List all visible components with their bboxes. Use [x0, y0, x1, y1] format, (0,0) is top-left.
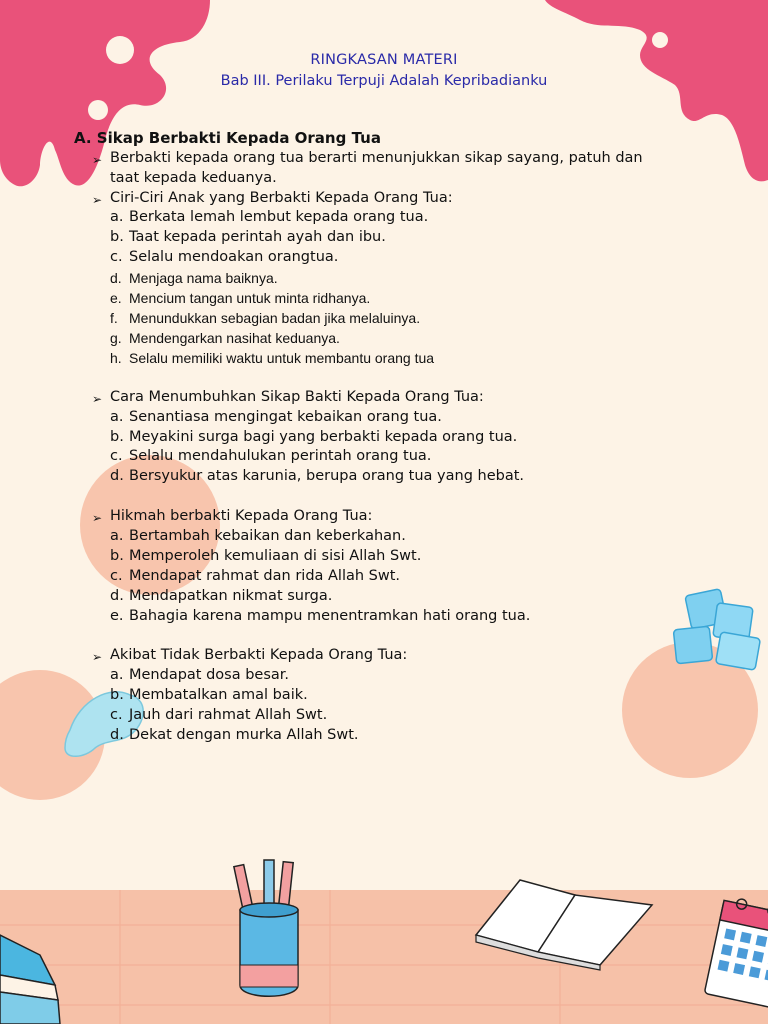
hikmah-heading: Hikmah berbakti Kepada Orang Tua: — [110, 508, 373, 524]
list-item: e. Bahagia karena mampu menentramkan hati orang tua. — [110, 608, 531, 624]
cara-heading: Cara Menumbuhkan Sikap Bakti Kepada Orang Tua: — [110, 389, 484, 405]
list-item: b. Membatalkan amal baik. — [110, 687, 308, 703]
list-item: a. Berkata lemah lembut kepada orang tua. — [110, 209, 429, 225]
ice-cubes-icon — [673, 589, 760, 671]
list-item: a. Senantiasa mengingat kebaikan orang tua. — [110, 409, 442, 425]
intro-line-1: Berbakti kepada orang tua berarti menunjukkan sikap sayang, patuh dan — [110, 150, 643, 166]
ciri-heading: Ciri-Ciri Anak yang Berbakti Kepada Orang Tua: — [110, 190, 453, 206]
list-item: b. Meyakini surga bagi yang berbakti kepada orang tua. — [110, 429, 518, 445]
list-item: b. Memperoleh kemuliaan di sisi Allah Swt. — [110, 548, 422, 564]
list-item: b. Taat kepada perintah ayah dan ibu. — [110, 229, 386, 245]
akibat-heading: Akibat Tidak Berbakti Kepada Orang Tua: — [110, 647, 408, 663]
list-item: a. Bertambah kebaikan dan keberkahan. — [110, 528, 406, 544]
bullet-arrow-icon: ➢ — [92, 511, 103, 525]
list-item: f. Menundukkan sebagian badan jika melaluinya. — [110, 310, 421, 326]
list-item: h. Selalu memiliki waktu untuk membantu orang tua — [110, 350, 435, 366]
list-item: d. Dekat dengan murka Allah Swt. — [110, 727, 359, 743]
page-title: RINGKASAN MATERI — [310, 52, 458, 68]
list-item: d. Menjaga nama baiknya. — [110, 270, 278, 286]
intro-line-2: taat kepada keduanya. — [110, 170, 277, 186]
list-item: c. Selalu mendahulukan perintah orang tua. — [110, 448, 432, 464]
bullet-arrow-icon: ➢ — [92, 650, 103, 664]
list-item: g. Mendengarkan nasihat keduanya. — [110, 330, 340, 346]
pencil-cup-icon — [234, 860, 298, 996]
list-item: c. Jauh dari rahmat Allah Swt. — [110, 707, 328, 723]
list-item: e. Mencium tangan untuk minta ridhanya. — [110, 290, 371, 306]
floor — [0, 890, 768, 1024]
page-subtitle: Bab III. Perilaku Terpuji Adalah Kepribadianku — [220, 73, 548, 89]
bullet-arrow-icon: ➢ — [92, 193, 103, 207]
section-title: A. Sikap Berbakti Kepada Orang Tua — [74, 129, 381, 147]
list-item: d. Mendapatkan nikmat surga. — [110, 588, 333, 604]
bullet-arrow-icon: ➢ — [92, 392, 103, 406]
list-item: a. Mendapat dosa besar. — [110, 667, 290, 683]
list-item: c. Mendapat rahmat dan rida Allah Swt. — [110, 568, 401, 584]
bullet-arrow-icon: ➢ — [92, 153, 103, 167]
list-item: c. Selalu mendoakan orangtua. — [110, 249, 339, 265]
list-item: d. Bersyukur atas karunia, berupa orang tua yang hebat. — [110, 468, 525, 484]
